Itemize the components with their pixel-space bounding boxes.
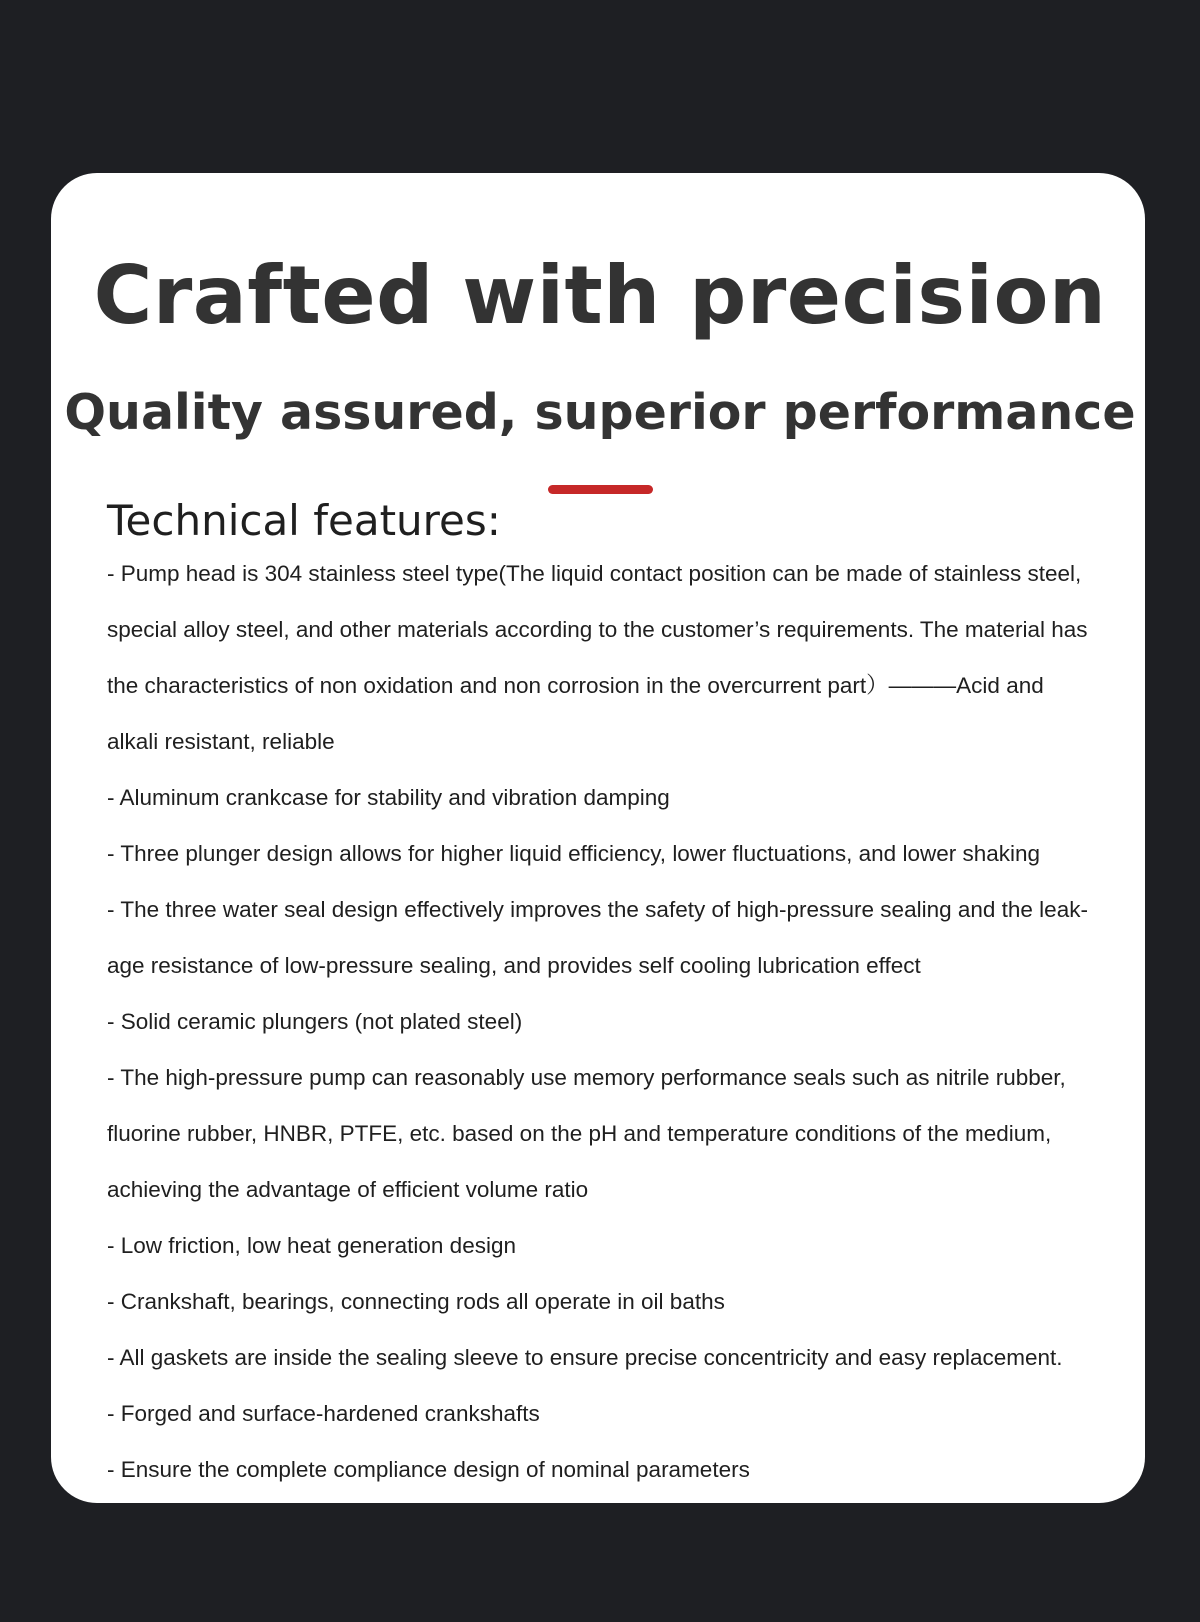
- feature-line: - Pump head is 304 stainless steel type(The liquid contact position can be made of stainless steel,: [107, 561, 1082, 586]
- page-title: Crafted with precision: [93, 249, 1107, 342]
- feature-line: - Aluminum crankcase for stability and vibration damping: [107, 785, 670, 810]
- feature-line: - Forged and surface-hardened crankshafts: [107, 1401, 540, 1426]
- feature-line: achieving the advantage of efficient volume ratio: [107, 1177, 589, 1202]
- feature-line: fluorine rubber, HNBR, PTFE, etc. based on the pH and temperature conditions of the medium,: [107, 1121, 1052, 1146]
- feature-line: - Ensure the complete compliance design of nominal parameters: [107, 1457, 750, 1482]
- section-heading: Technical features:: [107, 496, 501, 545]
- feature-line: alkali resistant, reliable: [107, 729, 335, 754]
- accent-divider: [548, 485, 653, 494]
- feature-line: age resistance of low-pressure sealing, and provides self cooling lubrication effect: [107, 953, 921, 978]
- feature-list: [107, 546, 1129, 1498]
- feature-line: - The three water seal design effectively improves the safety of high-pressure sealing and the leak-: [107, 897, 1088, 922]
- feature-line: the characteristics of non oxidation and non corrosion in the overcurrent part）———Acid and: [107, 673, 1044, 698]
- feature-line: - Low friction, low heat generation design: [107, 1233, 516, 1258]
- feature-line: - Solid ceramic plungers (not plated steel): [107, 1009, 523, 1034]
- feature-line: - Crankshaft, bearings, connecting rods all operate in oil baths: [107, 1289, 725, 1314]
- feature-line: special alloy steel, and other materials according to the customer’s requirements. The material has: [107, 617, 1088, 642]
- feature-line: - All gaskets are inside the sealing sleeve to ensure precise concentricity and easy replacement.: [107, 1345, 1063, 1370]
- feature-line: - Three plunger design allows for higher liquid efficiency, lower fluctuations, and lower shaking: [107, 841, 1041, 866]
- feature-line: - The high-pressure pump can reasonably use memory performance seals such as nitrile rubber,: [107, 1065, 1066, 1090]
- page-subtitle: Quality assured, superior performance: [64, 384, 1136, 441]
